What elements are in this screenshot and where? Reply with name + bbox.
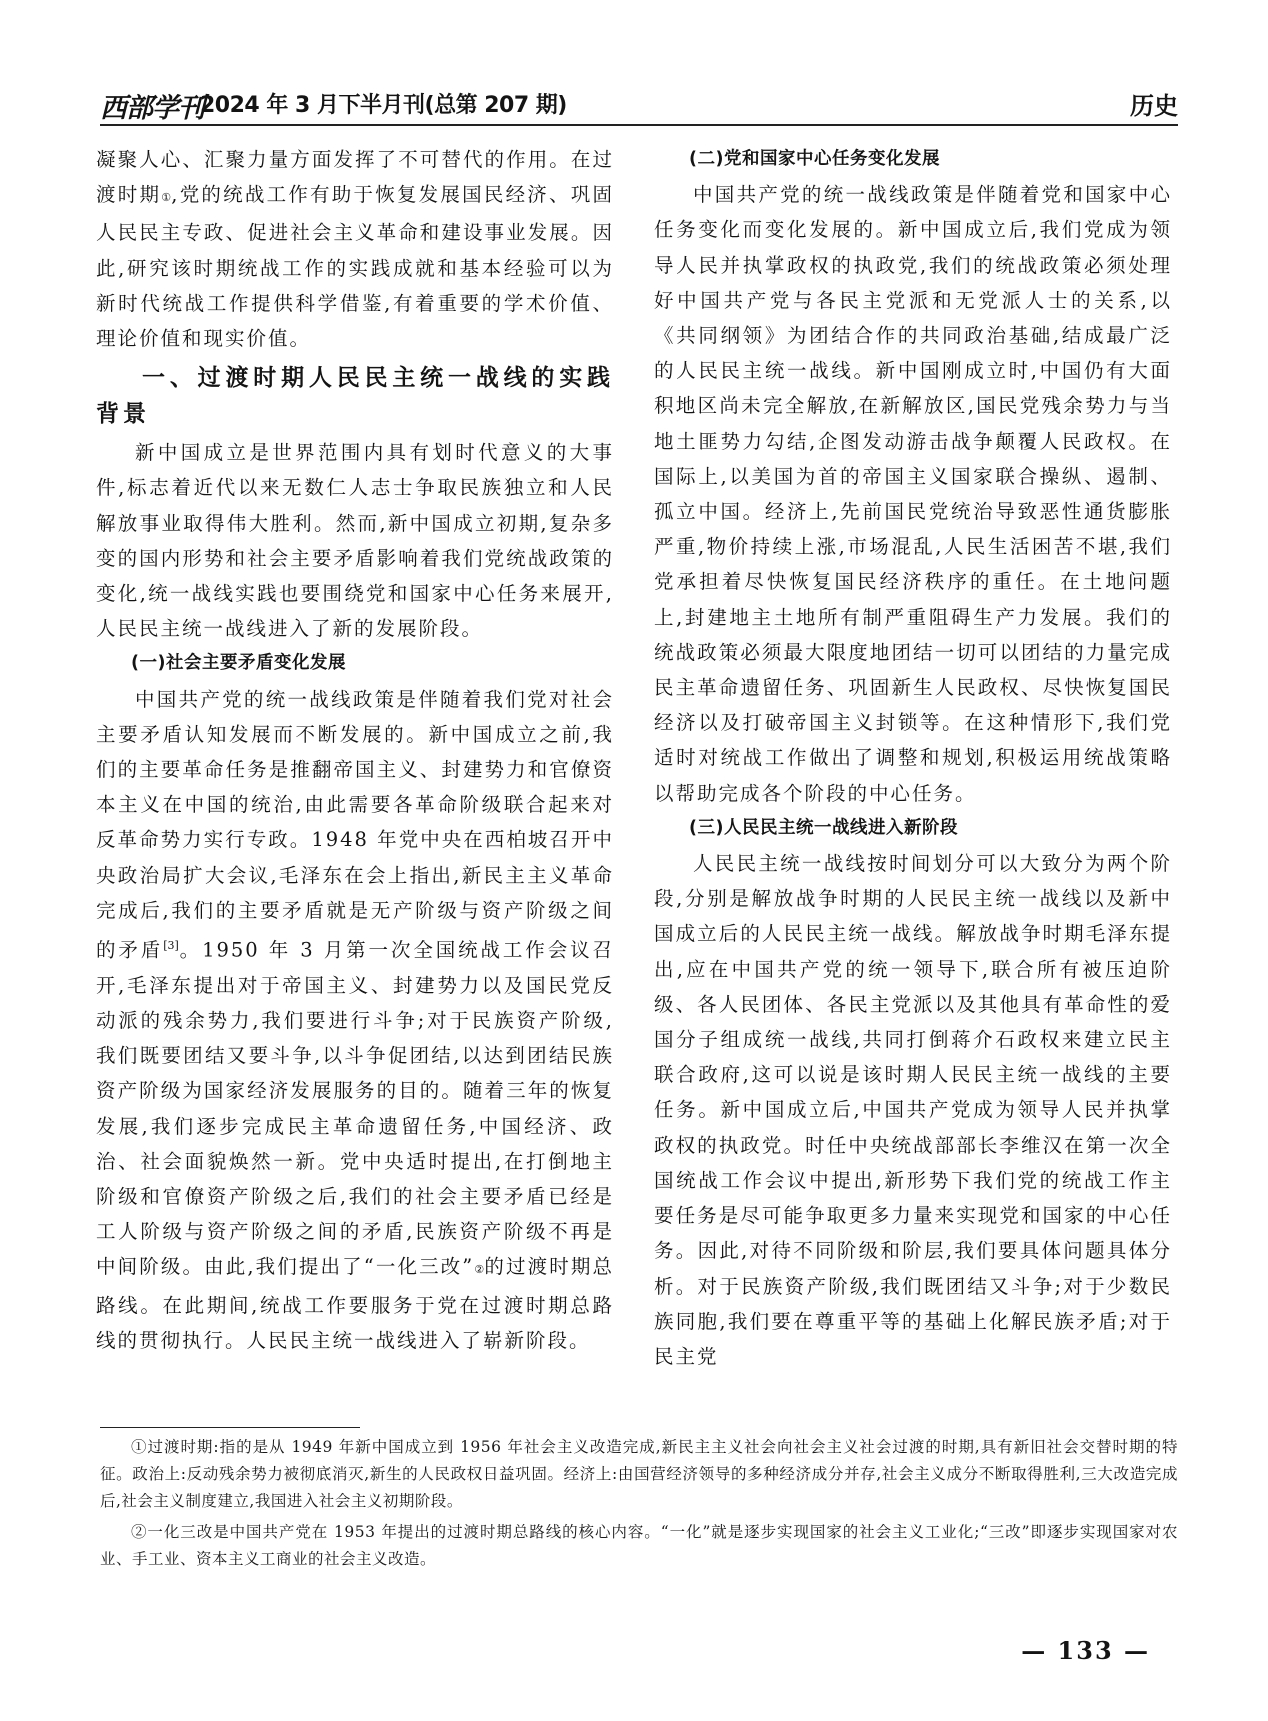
journal-logo: 西部学刊 xyxy=(100,93,204,124)
page-header xyxy=(100,86,1178,122)
paragraph: 人民民主统一战线按时间划分可以大致分为两个阶段,分别是解放战争时期的人民民主统一战线以及新中国成立后的人民民主统一战线。解放战争时期毛泽东提出,应在中国共产党的统一领导下,联合所有被压迫阶级、各人民团体、各民主党派以及其他具有革命性的爱国分子组成统一战线,共同打倒蒋介石政权来建立民主联合政府,这可以说是该时期人民民主统一战线的主要任务。新中国成立后,中国共产党成为领导人民并执掌政权的执政党。时任中央统战部部长李维汉在第一次全国统战工作会议中提出,新形势下我们党的统战工作主要任务是尽可能争取更多力量来实现党和国家的中心任务。因此,对待不同阶级和阶层,我们要具体问题具体分析。对于民族资产阶级,我们既团结又斗争;对于少数民族同胞,我们要在尊重平等的基础上化解民族矛盾;对于民主党 xyxy=(654,852,1172,1368)
section-heading-1: 一、过渡时期人民民主统一战线的实践背景 xyxy=(96,365,614,428)
issue-info: 2024 年 3 月下半月刊(总第 207 期) xyxy=(200,93,567,118)
footnote-1: ①过渡时期:指的是从 1949 年新中国成立到 1956 年社会主义改造完成,新民主主义社会向社会主义社会过渡的时期,具有新旧社会交替时期的特征。政治上:反动残余势力被彻底消灭,新生的人民政权日益巩固。经济上:由国营经济领导的多种经济成分并存,社会主义成分不断取得胜利,三大改造完成后,社会主义制度建立,我国进入社会主义初期阶段。 xyxy=(100,1438,1178,1510)
citation-ref[interactable]: [3] xyxy=(163,939,179,953)
section-title: 历史 xyxy=(1130,92,1178,120)
paragraph: 新中国成立是世界范围内具有划时代意义的大事件,标志着近代以来无数仁人志士争取民族独立和人民解放事业取得伟大胜利。然而,新中国成立初期,复杂多变的国内形势和社会主要矛盾影响着我们党统战政策的变化,统一战线实践也要围绕党和国家中心任务来展开,人民民主统一战线进入了新的发展阶段。 xyxy=(96,441,614,641)
page-number: — 133 — xyxy=(1021,1636,1150,1665)
footnote-2: ②一化三改是中国共产党在 1953 年提出的过渡时期总路线的核心内容。“一化”就是逐步实现国家的社会主义工业化;“三改”即逐步实现国家对农业、手工业、资本主义工商业的社会主义改造。 xyxy=(100,1523,1178,1568)
footnote-ref-1[interactable]: ① xyxy=(161,191,172,205)
left-column xyxy=(96,142,614,1358)
paragraph: 中国共产党的统一战线政策是伴随着我们党对社会主要矛盾认知发展而不断发展的。新中国成立之前,我们的主要革命任务是推翻帝国主义、封建势力和官僚资本主义在中国的统治,由此需要各革命阶级联合起来对反革命势力实行专政。1948 年党中央在西柏坡召开中央政治局扩大会议,毛泽东在会上指出,新民主主义革命完成后,我们的主要矛盾就是无产阶级与资产阶级之间的矛盾[3]。1950 年 3 月第一次全国统战工作会议召开,毛泽东提出对于帝国主义、封建势力以及国民党反动派的残余势力,我们要进行斗争;对于民族资产阶级,我们既要团结又要斗争,以斗争促团结,以达到团结民族资产阶级为国家经济发展服务的目的。随着三年的恢复发展,我们逐步完成民主革命遗留任务,中国经济、政治、社会面貌焕然一新。党中央适时提出,在打倒地主阶级和官僚资产阶级之后,我们的社会主要矛盾已经是工人阶级与资产阶级之间的矛盾,民族资产阶级不再是中间阶级。由此,我们提出了“一化三改”②的过渡时期总路线。在此期间,统战工作要服务于党在过渡时期总路线的贯彻执行。人民民主统一战线进入了崭新阶段。 xyxy=(96,687,614,1352)
header-rule xyxy=(100,124,1178,126)
footnote-rule xyxy=(100,1427,360,1428)
footnote-ref-2[interactable]: ② xyxy=(474,1263,485,1277)
right-column xyxy=(654,142,1172,1374)
subsection-heading-2: (二)党和国家中心任务变化发展 xyxy=(689,149,940,169)
subsection-heading-1: (一)社会主要矛盾变化发展 xyxy=(131,653,346,674)
paragraph-continued: 凝聚人心、汇聚力量方面发挥了不可替代的作用。在过渡时期①,党的统战工作有助于恢复发展国民经济、巩固人民民主专政、促进社会主义革命和建设事业发展。因此,研究该时期统战工作的实践成就和基本经验可以为新时代统战工作提供科学借鉴,有着重要的学术价值、理论价值和现实价值。 xyxy=(96,148,614,351)
subsection-heading-3: (三)人民民主统一战线进入新阶段 xyxy=(689,817,958,838)
footnotes xyxy=(100,1434,1178,1577)
paragraph: 中国共产党的统一战线政策是伴随着党和国家中心任务变化而变化发展的。新中国成立后,我们党成为领导人民并执掌政权的执政党,我们的统战政策必须处理好中国共产党与各民主党派和无党派人士的关系,以《共同纲领》为团结合作的共同政治基础,结成最广泛的人民民主统一战线。新中国刚成立时,中国仍有大面积地区尚未完全解放,在新解放区,国民党残余势力与当地土匪势力勾结,企图发动游击战争颠覆人民政权。在国际上,以美国为首的帝国主义国家联合操纵、遏制、孤立中国。经济上,先前国民党统治导致恶性通货膨胀严重,物价持续上涨,市场混乱,人民生活困苦不堪,我们党承担着尽快恢复国民经济秩序的重任。在土地问题上,封建地主土地所有制严重阻碍生产力发展。我们的统战政策必须最大限度地团结一切可以团结的力量完成民主革命遗留任务、巩固新生人民政权、尽快恢复国民经济以及打破帝国主义封锁等。在这种情形下,我们党适时对统战工作做出了调整和规划,积极运用统战策略以帮助完成各个阶段的中心任务。 xyxy=(654,183,1172,805)
